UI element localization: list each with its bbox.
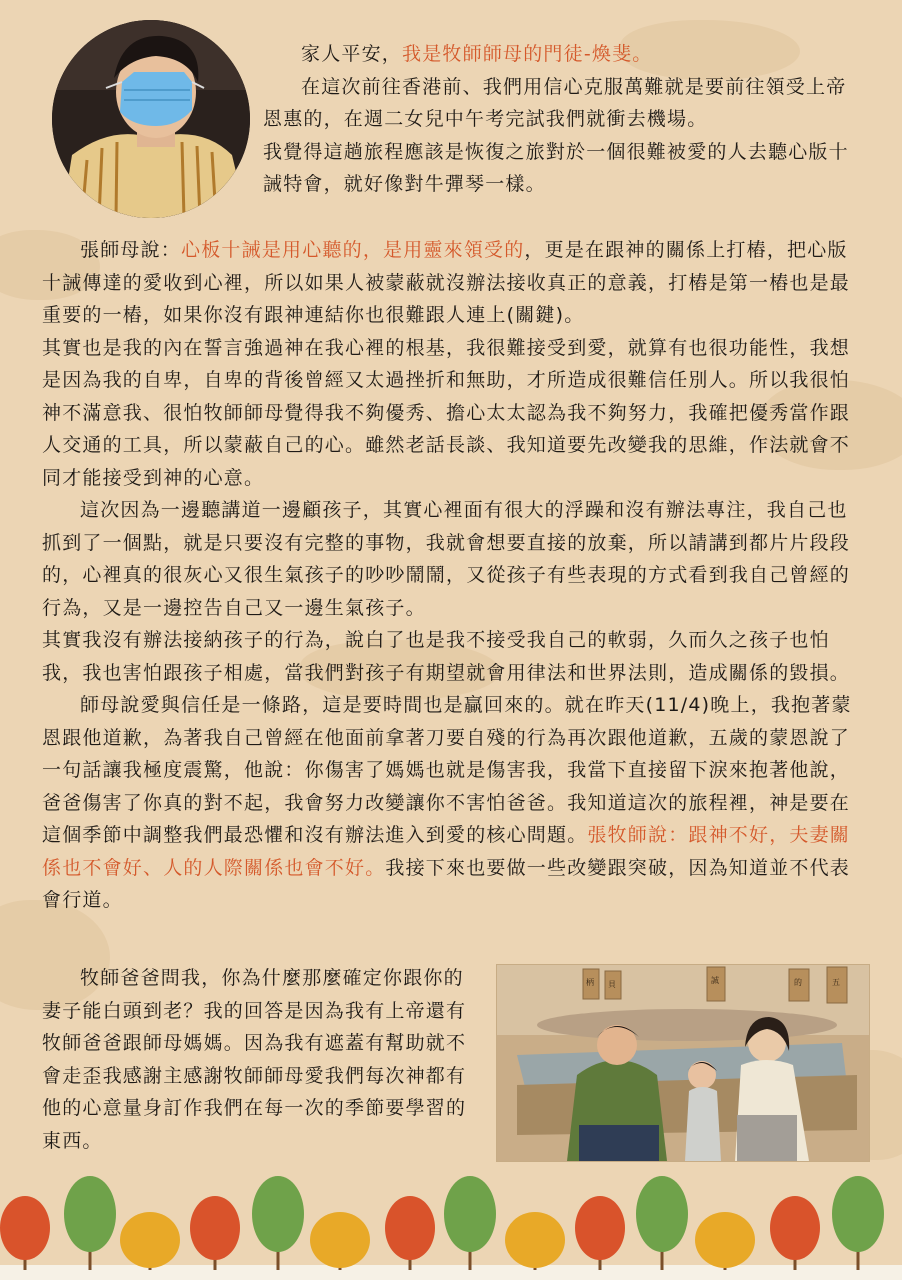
tree-icon <box>636 1176 688 1270</box>
p1-rest: ，更是在跟神的關係上打樁，把心版十誡傳達的愛收到心裡，所以如果人被蒙蔽就沒辦法接收真正的意義，打樁是第一樁也是最重要的一樁，如果你沒有跟神連結你也很難跟人連上(關鍵)。 <box>42 239 851 326</box>
tree-row <box>0 1176 884 1270</box>
photo-sign: 五 <box>832 978 840 987</box>
body-paragraph-5 <box>42 689 866 917</box>
intro-paragraph-1: 在這次前往香港前、我們用信心克服萬難就是要前往領受上帝恩惠的，在週二女兒中午考完試我們就衝去機場。 <box>263 75 847 130</box>
body-paragraph-3: 這次因為一邊聽講道一邊顧孩子，其實心裡面有很大的浮躁和沒有辦法專注，我自己也抓到了一個點，就是只要沒有完整的事物，我就會想要直接的放棄，所以請講到都片片段段的，心裡真的很灰心又很生氣孩子的吵吵鬧鬧，又從孩子有些表現的方式看到我自己曾經的行為，又是一邊控告自己又一邊生氣孩子。 <box>42 499 851 619</box>
family-photo <box>497 965 869 1161</box>
tree-icon <box>505 1212 565 1270</box>
tree-icon <box>832 1176 884 1270</box>
closing-paragraph: 牧師爸爸問我，你為什麼那麼確定你跟你的妻子能白頭到老？我的回答是因為我有上帝還有牧師爸爸跟師母媽媽。因為我有遮蓋有幫助就不會走歪我感謝主感謝牧師師母愛我們每次神都有他的心意量身訂作我們在每一次的季節要學習的東西。 <box>42 967 467 1152</box>
intro-paragraph-2: 我覺得這趟旅程應該是恢復之旅對於一個很難被愛的人去聽心版十誡特會，就好像對牛彈琴一樣。 <box>263 140 849 195</box>
body-paragraph-1 <box>42 234 866 332</box>
tree-icon <box>770 1196 820 1270</box>
body-paragraph-4: 其實我沒有辦法接納孩子的行為，說白了也是我不接受我自己的軟弱，久而久之孩子也怕我，我也害怕跟孩子相處，當我們對孩子有期望就會用律法和世界法則，造成關係的毀損。 <box>42 629 851 684</box>
greeting-highlight: 我是牧師師母的門徒-煥斐。 <box>402 43 653 65</box>
photo-sign: 柄 <box>586 978 594 987</box>
p1-highlight: 心板十誡是用心聽的，是用靈來領受的 <box>181 239 525 261</box>
tree-icon <box>64 1176 116 1270</box>
body-text <box>42 234 866 917</box>
p5-plain: 師母說愛與信任是一條路，這是要時間也是贏回來的。就在昨天(11/4)晚上，我抱著蒙恩跟他道歉，為著我自己曾經在他面前拿著刀要自殘的行為再次跟他道歉，五歲的蒙恩說了一句話讓我極度震驚，他說：你傷害了媽媽也就是傷害我，我當下直接留下淚來抱著他說，爸爸傷害了你真的對不起，我會努力改變讓你不害怕爸爸。我知道這次的旅程裡，神是要在這個季節中調整我們最恐懼和沒有辦法進入到愛的核心問題。 <box>42 694 852 846</box>
tree-icon <box>310 1212 370 1270</box>
tree-icon <box>444 1176 496 1270</box>
trees-border <box>0 1170 902 1280</box>
tree-icon <box>120 1212 180 1270</box>
tree-icon <box>0 1196 50 1270</box>
tree-icon <box>252 1176 304 1270</box>
photo-sign: 誠 <box>711 976 719 985</box>
p5-highlight: 張牧師說：跟神不好，夫妻關係也不會好、人的人際關係也會不好。 <box>42 824 851 879</box>
p1-prefix: 張師母說： <box>80 239 182 261</box>
photo-sign: 的 <box>794 978 802 987</box>
author-avatar <box>52 20 250 218</box>
intro-text <box>263 38 863 201</box>
closing-text <box>42 962 482 1157</box>
tree-icon <box>190 1196 240 1270</box>
p5-end: 我接下來也要做一些改變跟突破，因為知道並不代表會行道。 <box>42 856 851 911</box>
tree-icon <box>575 1196 625 1270</box>
greeting-plain: 家人平安， <box>301 43 403 65</box>
greeting-line <box>263 38 863 71</box>
tree-icon <box>695 1212 755 1270</box>
photo-sign: 貝 <box>608 980 616 989</box>
body-paragraph-2: 其實也是我的內在誓言強過神在我心裡的根基，我很難接受到愛，就算有也很功能性，我想是因為我的自卑，自卑的背後曾經又太過挫折和無助，才所造成很難信任別人。所以我很怕神不滿意我、很怕牧師師母覺得我不夠優秀、擔心太太認為我不夠努力，我確把優秀當作跟人交通的工具，所以蒙蔽自己的心。雖然老話長談、我知道要先改變我的思維，作法就會不同才能接受到神的心意。 <box>42 336 851 489</box>
tree-icon <box>385 1196 435 1270</box>
